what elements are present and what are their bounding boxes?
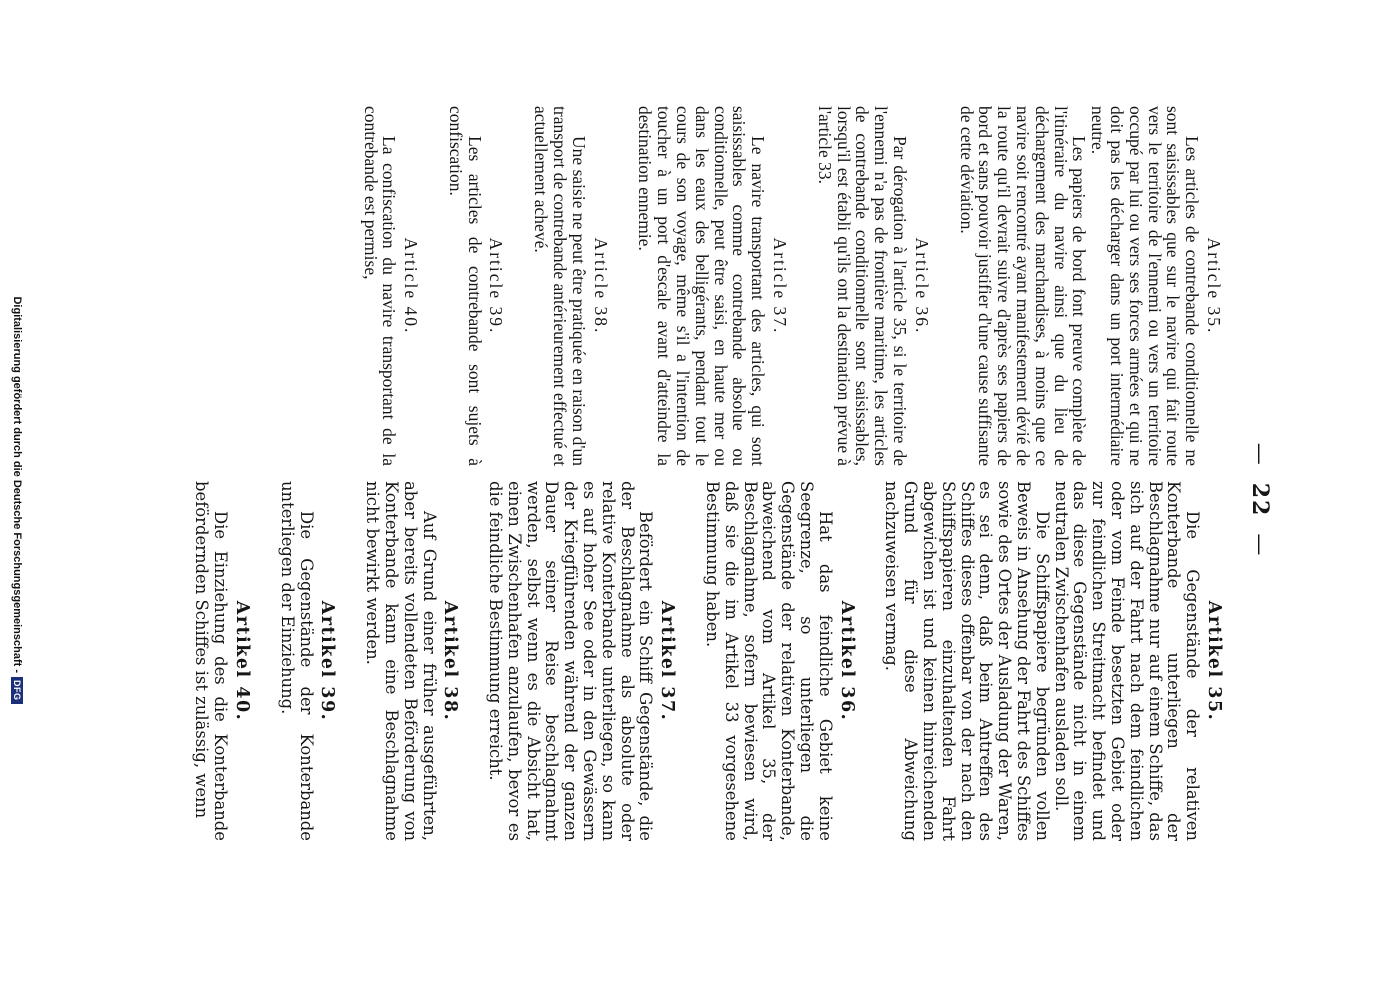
paragraph: Les papiers de bord font preuve complète de l'itinéraire du navire ainsi que du lieu de déchargement des marchandises, à moins que ce navire soit rencontré ayant manifestement dévié de la route qu'il devrait suivre d'après ses papiers de bord et sans pouvoir justifier d'une cause suffisante de cette déviation. [956,106,1090,466]
paragraph: Die Schiffspapiere begründen vollen Beweis in Ansehung der Fahrt des Schiffes sowie des Ortes der Ausladung der Waren, es sei denn, daß beim Antreffen des Schiffes dieses offenbar von der nach den Schiffspapieren einzuhaltenden Fahrt abgewichen ist und keinen hinreichenden Grund für diese Abweichung nachzuweisen vermag. [882,481,1052,841]
article-39-fr [446,106,505,466]
paragraph: Auf Grund einer früher ausgeführten, aber bereits vollendeten Beförderung von Konterbande kann eine Beschlagnahme nicht bewirkt werden. [363,481,439,841]
article-35-fr [957,106,1223,466]
paragraph: La confiscation du navire transportant de la contrebande est permise, [360,106,400,466]
article-36-fr [815,106,931,466]
paragraph: Le navire transportant des articles, qui sont saisissables comme contrebande absolue ou conditionnelle, peut être saisi, en haute mer ou dans les eaux des belligérants, pendant tout le cours de son voyage, même s'il a l'intention de toucher à un port d'escale avant d'atteindre la destination ennemie. [635,106,769,466]
article-39-de [277,481,336,841]
article-37-de [485,481,676,841]
dfg-logo: DFG [11,677,23,704]
article-38-de [362,481,459,841]
paragraph: Une saisie ne peut être pratiquée en raison d'un transport de contrebande antérieurement effectué et actuellement achevé. [531,106,589,466]
page-number-value: 22 [1247,482,1273,518]
paragraph: Die Gegenstände der relativen Konterbande unterliegen der Beschlagnahme nur auf einem Schiffe, das sich auf der Fahrt nach dem feindlichen oder vom Feinde besetzten Gebiet oder zur feindlichen Streitmacht befindet und das diese Gegenstände nicht in einem neutralen Zwischenhafen ausladen soll. [1051,481,1203,841]
dash-right: — [1247,533,1272,558]
article-heading: Article 35. [1204,237,1224,335]
paragraph: Par dérogation à l'article 35, si le territoire de l'ennemi n'a pas de frontière maritime, les articles de contrebande conditionnelle sont saisissables, lorsqu'il est établi qu'ils ont la destination prévue à l'article 33. [814,106,911,466]
page-number [1247,0,1273,1000]
article-heading: Artikel 36. [836,600,857,722]
article-heading: Artikel 35. [1204,600,1224,722]
paragraph: Befördert ein Schiff Gegenstände, die der Beschlagnahme als absolute oder relative Konterbande unterliegen, so kann es auf hoher See oder in den Gewässern der Kriegführenden während der ganzen Dauer seiner Reise beschlagnahmt werden, selbst wenn es die Absicht hat, einen Zwischenhafen anzulaufen, bevor es die feindliche Bestimmung erreicht. [486,481,656,841]
article-heading: Artikel 39. [317,600,338,722]
footer-text: Digitalisierung gefördert durch die Deutsche Forschungsgemeinschaft - [11,296,23,673]
article-heading: Article 38. [590,237,611,335]
article-heading: Artikel 38. [440,600,461,722]
german-column [166,481,1223,841]
article-heading: Article 39. [486,237,507,335]
dash-left: — [1247,442,1272,467]
article-heading: Artikel 37. [657,600,678,722]
article-heading: Artikel 40. [231,600,252,722]
article-heading: Article 40. [401,237,422,335]
paragraph: Die Einziehung des die Konterbande befördernden Schiffes ist zulässig, wenn [192,481,231,841]
article-heading: Article 37. [770,237,791,335]
article-35-de [882,481,1223,841]
article-37-fr [636,106,789,466]
digitization-footer [11,0,23,1000]
paragraph: Die Gegenstände der Konterbande unterliegen der Einziehung. [277,481,316,841]
paragraph: Les articles de contrebande conditionnelle ne sont saisissables que sur le navire qui fait route vers le territoire de l'ennemi ou vers un territoire occupé par lui ou vers ses forces armées et qui ne doit pas les décharger dans un port intermédiaire neutre. [1088,106,1203,466]
article-40-fr [361,106,420,466]
french-column [335,106,1223,466]
article-38-fr [532,106,610,466]
article-36-de [702,481,855,841]
paragraph: Les articles de contrebande sont sujets à confiscation. [445,106,485,466]
article-heading: Article 36. [911,237,932,335]
paragraph: Hat das feindliche Gebiet keine Seegrenze, so unterliegen die Gegenstände der relativen Konterbande, abweichend vom Artikel 35, der Beschlagnahme, sofern bewiesen wird, daß sie die im Artikel 33 vorgesehene Bestimmung haben. [703,481,835,841]
article-40-de [192,481,251,841]
